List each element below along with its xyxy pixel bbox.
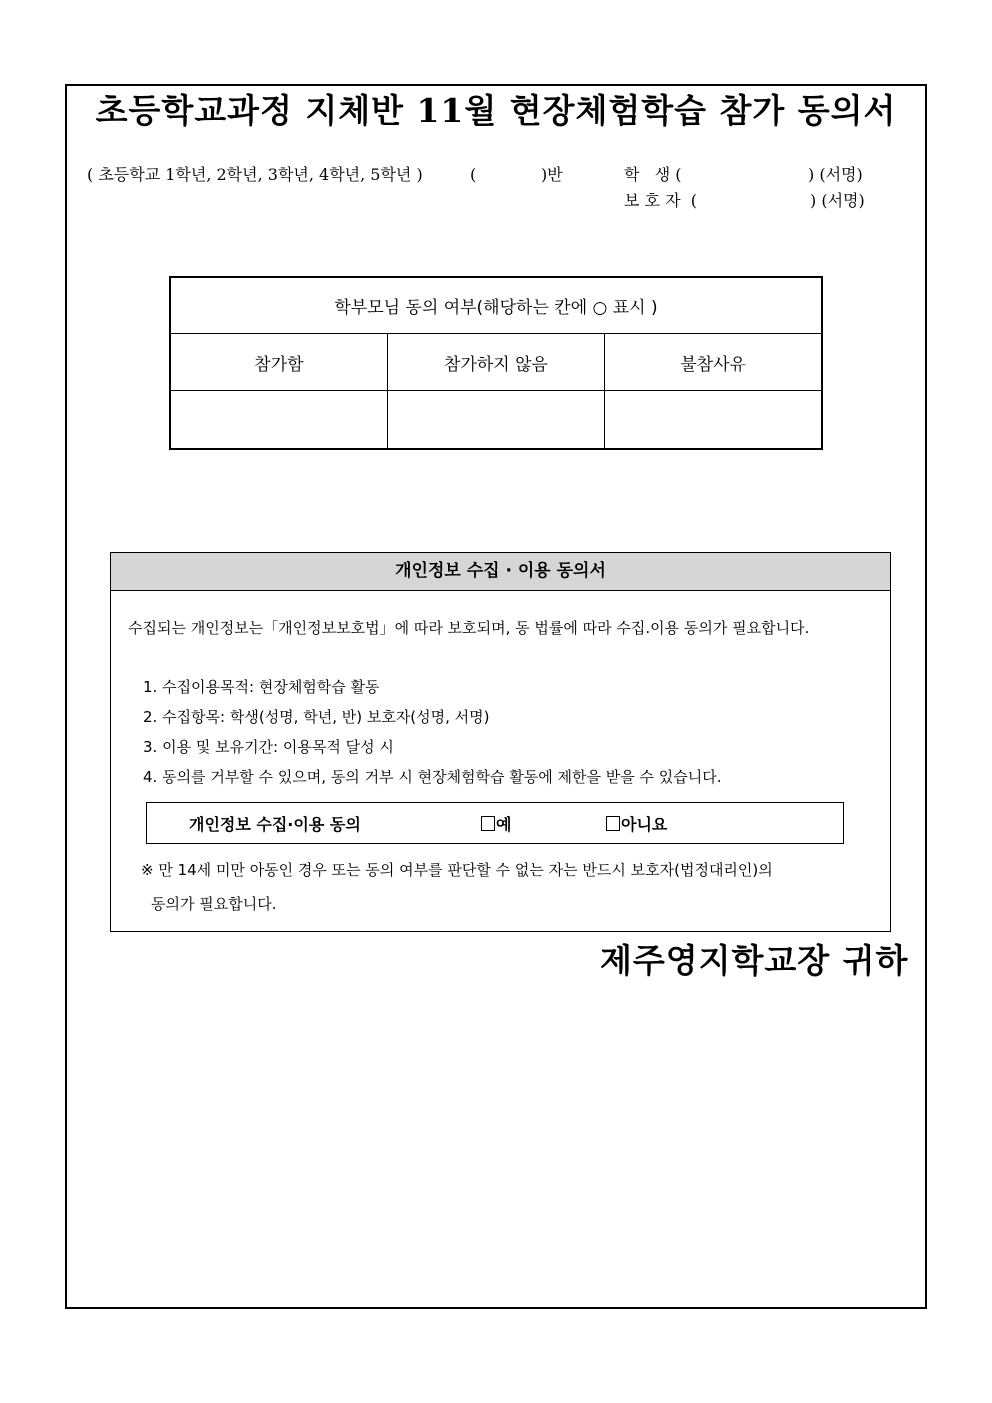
class-input[interactable] [490,163,538,185]
privacy-consent-box [146,802,844,844]
privacy-intro: 수집되는 개인정보는「개인정보보호법」에 따라 보호되며, 동 법률에 따라 수집.이용 동의가 필요합니다. [128,619,810,637]
privacy-item-refusal: 4. 동의를 거부할 수 있으며, 동의 거부 시 현장체험학습 활동에 제한을 받을 수 있습니다. [143,768,722,786]
privacy-item-retention: 3. 이용 및 보유기간: 이용목적 달성 시 [143,738,394,756]
column-header-not-participate: 참가하지 않음 [387,334,604,391]
closing-addressee: 제주영지학교장 귀하 [600,941,909,980]
class-open: ( [470,165,477,184]
student-sign-label: ) (서명) [808,165,863,184]
student-name-field[interactable] [700,163,805,185]
guardian-note-line1: ※ 만 14세 미만 아동인 경우 또는 동의 여부를 판단할 수 없는 자는 반드시 보호자(법정대리인)의 [141,861,773,879]
no-checkbox[interactable] [606,816,620,831]
privacy-title: 개인정보 수집 · 이용 동의서 [111,553,890,591]
privacy-item-purpose: 1. 수집이용목적: 현장체험학습 활동 [143,678,380,696]
guardian-note-line2: 동의가 필요합니다. [151,895,277,913]
not-participate-cell[interactable] [387,391,604,450]
student-label: 학 생 ( [624,165,682,184]
consent-no-option[interactable] [606,812,667,835]
document-title: 초등학교과정 지체반 11월 현장체험학습 참가 동의서 [95,91,897,130]
yes-checkbox[interactable] [481,816,495,831]
parent-consent-table [169,276,823,450]
participate-cell[interactable] [170,391,387,450]
grade-options: ( 초등학교 1학년, 2학년, 3학년, 4학년, 5학년 ) [87,165,423,184]
guardian-sign-label: ) (서명) [810,191,865,210]
guardian-label: 보 호 자 ( [624,191,697,210]
privacy-consent-label: 개인정보 수집·이용 동의 [189,815,361,834]
privacy-consent-section [110,552,891,932]
column-header-participate: 참가함 [170,334,387,391]
parent-consent-header: 학부모님 동의 여부(해당하는 칸에 ○ 표시 ) [170,277,822,334]
absence-reason-cell[interactable] [605,391,822,450]
column-header-absence-reason: 불참사유 [605,334,822,391]
privacy-item-fields: 2. 수집항목: 학생(성명, 학년, 반) 보호자(성명, 서명) [143,708,490,726]
class-label: )반 [541,165,563,184]
consent-yes-option[interactable] [481,812,511,835]
guardian-name-field[interactable] [700,189,805,211]
no-label: 아니요 [621,815,668,834]
yes-label: 예 [496,815,512,834]
